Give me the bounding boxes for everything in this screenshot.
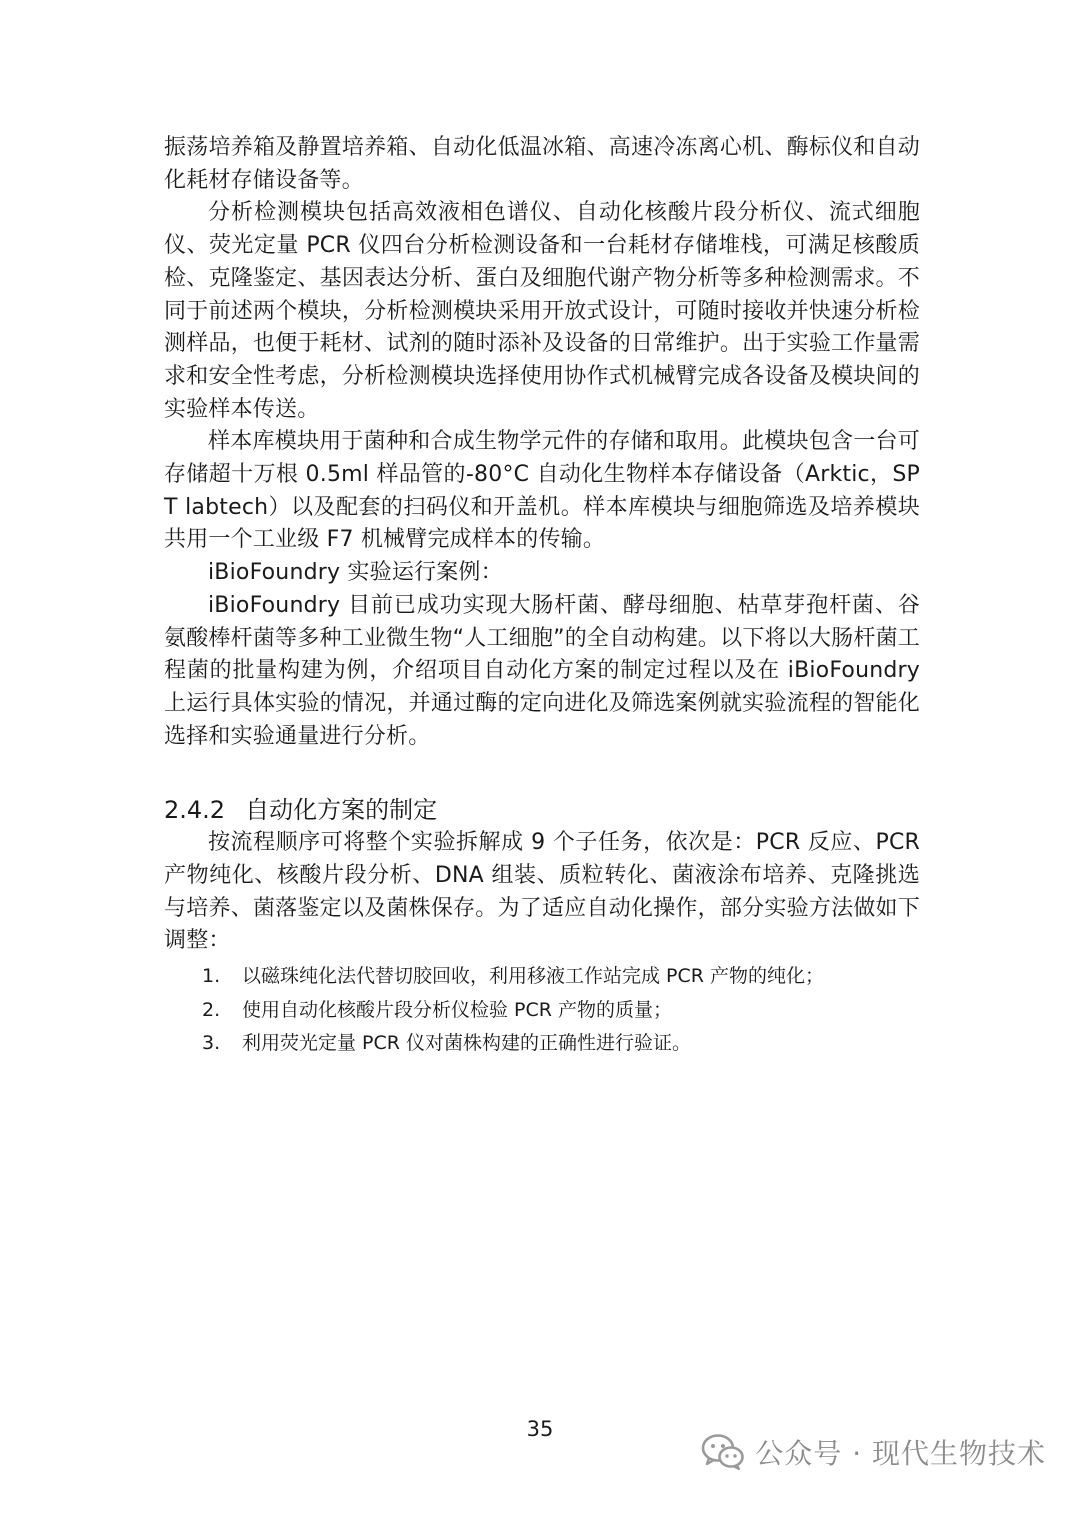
section-number: 2.4.2 [164, 796, 226, 825]
list-item [164, 994, 920, 1028]
paragraph-sample-library: 样本库模块用于菌种和合成生物学元件的存储和取用。此模块包含一台可存储超十万根 0.5ml 样品管的-80°C 自动化生物样本存储设备（Arktic，SPT labtech）以及配套的扫码仪和开盖机。样本库模块与细胞筛选及培养模块共用一个工业级 F7 机械臂完成样本的传输。 [164, 429, 920, 553]
section-intro-paragraph: 按流程顺序可将整个实验拆解成 9 个子任务，依次是：PCR 反应、PCR 产物纯化、核酸片段分析、DNA 组装、质粒转化、菌液涂布培养、克隆挑选与培养、菌落鉴定以及菌株保存。为了适应自动化操作，部分实验方法做如下调整： [164, 830, 920, 954]
list-item-number: 2. [202, 998, 221, 1021]
section-title: 自动化方案的制定 [245, 796, 438, 825]
list-item-number: 3. [202, 1032, 221, 1055]
list-item [164, 1027, 920, 1061]
adjustment-list [164, 960, 920, 1061]
paragraph-case-intro: iBioFoundry 目前已成功实现大肠杆菌、酵母细胞、枯草芽孢杆菌、谷氨酸棒杆菌等多种工业微生物“人工细胞”的全自动构建。以下将以大肠杆菌工程菌的批量构建为例，介绍项目自动化方案的制定过程以及在 iBioFoundry 上运行具体实验的情况，并通过酶的定向进化及筛选案例就实验流程的智能化选择和实验通量进行分析。 [164, 592, 920, 749]
wechat-icon [701, 1433, 745, 1471]
page-number: 35 [526, 1417, 554, 1441]
list-item-text: 以磁珠纯化法代替切胶回收，利用移液工作站完成 PCR 产物的纯化； [242, 965, 825, 988]
list-item-text: 使用自动化核酸片段分析仪检验 PCR 产物的质量； [242, 998, 673, 1021]
paragraph-continuation: 振荡培养箱及静置培养箱、自动化低温冰箱、高速冷冻离心机、酶标仪和自动化耗材存储设备等。 [164, 135, 920, 193]
section-heading [164, 793, 920, 827]
watermark [701, 1432, 1046, 1472]
page-body [164, 132, 920, 1061]
paragraph-case-heading: iBioFoundry 实验运行案例： [208, 560, 503, 586]
list-item-text: 利用荧光定量 PCR 仪对菌株构建的正确性进行验证。 [242, 1032, 692, 1055]
paragraph-analysis-module: 分析检测模块包括高效液相色谱仪、自动化核酸片段分析仪、流式细胞仪、荧光定量 PCR 仪四台分析检测设备和一台耗材存储堆栈，可满足核酸质检、克隆鉴定、基因表达分析、蛋白及细胞代谢产物分析等多种检测需求。不同于前述两个模块，分析检测模块采用开放式设计，可随时接收并快速分析检测样品，也便于耗材、试剂的随时添补及设备的日常维护。出于实验工作量需求和安全性考虑，分析检测模块选择使用协作式机械臂完成各设备及模块间的实验样本传送。 [164, 200, 920, 422]
watermark-text: 公众号 · 现代生物技术 [755, 1437, 1046, 1470]
list-item [164, 960, 920, 994]
list-item-number: 1. [202, 965, 221, 988]
